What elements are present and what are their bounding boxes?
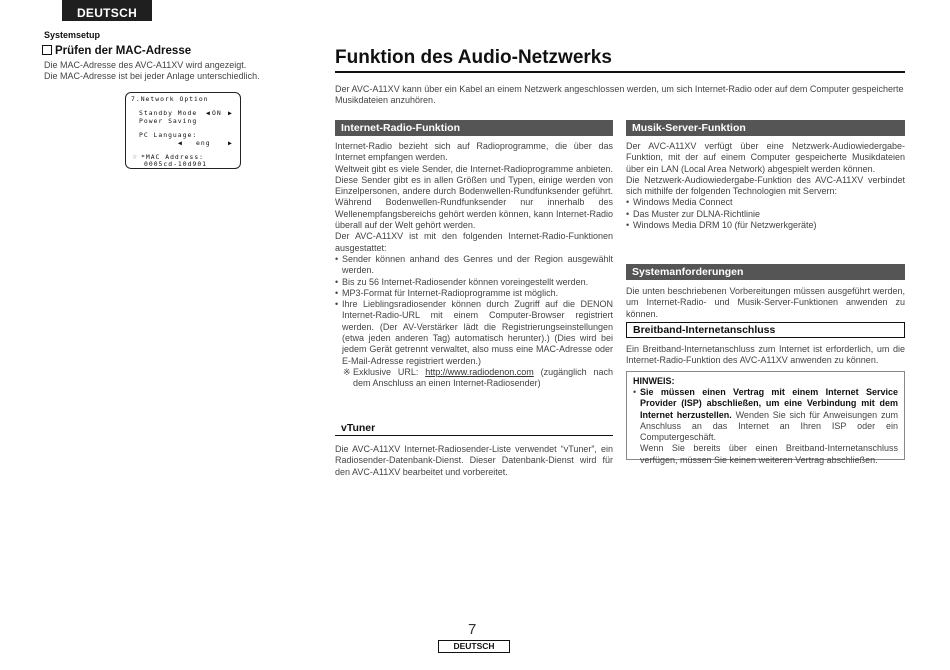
language-tab: DEUTSCH bbox=[62, 0, 152, 21]
list-item: • Windows Media Connect bbox=[626, 197, 905, 208]
note-prefix: Exklusive URL: bbox=[353, 366, 426, 377]
vtuner-heading: vTuner bbox=[335, 421, 613, 436]
vtuner-text: Die AVC-A11XV Internet-Radiosender-Liste verwendet “vTuner”, ein Radiosender-Datenbank-Dienst. Dieser Datenbank-Dienst wird für den AVC-A11XV bearbeitet und vorbereitet. bbox=[335, 444, 613, 477]
page-title: Funktion des Audio-Netzwerks bbox=[335, 47, 612, 68]
mac-line-1: Die MAC-Adresse des AVC-A11XV wird angezeigt. bbox=[44, 60, 247, 70]
osd-right-arrow-icon: ▶ bbox=[228, 139, 233, 147]
music-server-p1: Der AVC-A11XV verfügt über eine Netzwerk-Audiowiedergabe-Funktion, mit der auf einem Computer gespeicherte Musikdateien über ein LAN (Local Area Network) abgespielt werden können. bbox=[626, 141, 905, 174]
mac-section-title bbox=[42, 45, 191, 57]
osd-header: 7.Network Option bbox=[131, 95, 209, 103]
title-divider bbox=[335, 71, 905, 73]
list-item: • MP3-Format für Internet-Radioprogramme ist möglich. bbox=[335, 288, 613, 299]
requirements-text: Die unten beschriebenen Vorbereitungen müssen ausgeführt werden, um Internet-Radio- und Musik-Server-Funktionen anwenden zu können. bbox=[626, 286, 905, 319]
denon-url-link[interactable]: http://www.radiodenon.com bbox=[425, 366, 534, 377]
list-item: • Sender können anhand des Genres und der Region ausgewählt werden. bbox=[335, 254, 613, 277]
internet-radio-p3: Der AVC-A11XV ist mit den folgenden Internet-Radio-Funktionen ausgestattet: bbox=[335, 231, 613, 253]
osd-mac-label: *MAC Address: bbox=[141, 153, 205, 161]
note-normal-text: Wenden Sie sich für Anweisungen zum Anschluss an das Internet an Ihren ISP oder ein Computergeschäft. bbox=[640, 409, 898, 443]
note-bullet bbox=[633, 387, 898, 443]
internet-radio-p2: Weltweit gibt es viele Sender, die Internet-Radioprogramme anbieten. Diese Sender gibt es in allen Größen und Typen, einige werden von Einzelpersonen, andere durch Bodenwellen-Rundfunksender geführt. Während Bodenwellen-Rundfunksender nur innerhalb des Wellenempfangsbereichs gehört werden können, kann Internet-Radio überall auf der Welt gehört werden. bbox=[335, 163, 613, 231]
url-note bbox=[335, 367, 613, 390]
osd-left-arrow-icon: ◀ bbox=[178, 139, 183, 147]
osd-pointer-icon: ☞ bbox=[133, 153, 138, 161]
list-item: • Bis zu 56 Internet-Radiosender können voreingestellt werden. bbox=[335, 277, 613, 288]
section-label: Systemsetup bbox=[44, 30, 101, 40]
note-box bbox=[626, 371, 905, 465]
osd-standby-value: ON bbox=[212, 109, 222, 117]
music-server-heading: Musik-Server-Funktion bbox=[626, 120, 905, 136]
note-suffix: (zugänglich nach dem Anschluss an einen Internet-Radiosender) bbox=[353, 366, 613, 389]
broadband-text: Ein Breitband-Internetanschluss zum Internet ist erforderlich, um die Internet-Radio-Funktion des AVC-A11XV anwenden zu können. bbox=[626, 344, 905, 366]
note-heading: HINWEIS: bbox=[633, 376, 675, 386]
osd-screen bbox=[125, 92, 241, 169]
music-server-body bbox=[626, 141, 905, 231]
page-number: 7 bbox=[468, 621, 477, 638]
osd-power-saving: Power Saving bbox=[139, 117, 198, 125]
osd-left-arrow-icon: ◀ bbox=[206, 109, 211, 117]
note-p2: Wenn Sie bereits über einen Breitband-Internetanschluss verfügen, müssen Sie keinen weiteren Vertrag abschließen. bbox=[640, 443, 898, 465]
osd-right-arrow-icon: ▶ bbox=[228, 109, 233, 117]
note-mark-icon: ※ bbox=[343, 366, 351, 377]
osd-standby-label: Standby Mode bbox=[139, 109, 198, 117]
note-bold-text: Sie müssen einen Vertrag mit einem Internet Service Provider (ISP) abschließen, um eine Verbindung mit dem Internet herzustellen. bbox=[640, 387, 898, 420]
broadband-heading: Breitband-Internetanschluss bbox=[626, 322, 905, 338]
osd-mac-value: 0005cd-10d901 bbox=[144, 160, 208, 168]
checkbox-icon bbox=[42, 45, 52, 55]
intro-text: Der AVC-A11XV kann über ein Kabel an einem Netzwerk angeschlossen werden, um sich Internet-Radio oder auf dem Computer gespeicherte Musikdateien anzuhören. bbox=[335, 84, 904, 106]
osd-pc-language-value: eng bbox=[196, 139, 211, 147]
osd-pc-language-label: PC Language: bbox=[139, 131, 198, 139]
mac-title-text: Prüfen der MAC-Adresse bbox=[55, 45, 192, 57]
music-server-p2: Die Netzwerk-Audiowiedergabe-Funktion des AVC-A11XV verbindet sich mithilfe der folgenden Technologien mit Servern: bbox=[626, 174, 905, 197]
mac-line-2: Die MAC-Adresse ist bei jeder Anlage unterschiedlich. bbox=[44, 71, 260, 81]
requirements-heading: Systemanforderungen bbox=[626, 264, 905, 280]
list-item: • Windows Media DRM 10 (für Netzwerkgeräte) bbox=[626, 220, 905, 231]
list-item: • Ihre Lieblingsradiosender können durch Zugriff auf die DENON Internet-Radio-URL mit einem Computer-Browser registriert werden. (Der AV-Verstärker lädt die Registrierungseinstellungen (etwa jeden anderen Tag) automatisch herunter).) (Dies wird bei jedem Gerät getrennt verwaltet, also muss eine MAC-Adresse oder E-Mail-Adresse registriert werden.) bbox=[335, 299, 613, 367]
list-item: • Das Muster zur DLNA-Richtlinie bbox=[626, 209, 905, 220]
internet-radio-p1: Internet-Radio bezieht sich auf Radioprogramme, die über das Internet empfangen werden. bbox=[335, 141, 613, 163]
internet-radio-body bbox=[335, 141, 613, 390]
internet-radio-heading: Internet-Radio-Funktion bbox=[335, 120, 613, 136]
footer-language-tab: DEUTSCH bbox=[438, 640, 510, 653]
